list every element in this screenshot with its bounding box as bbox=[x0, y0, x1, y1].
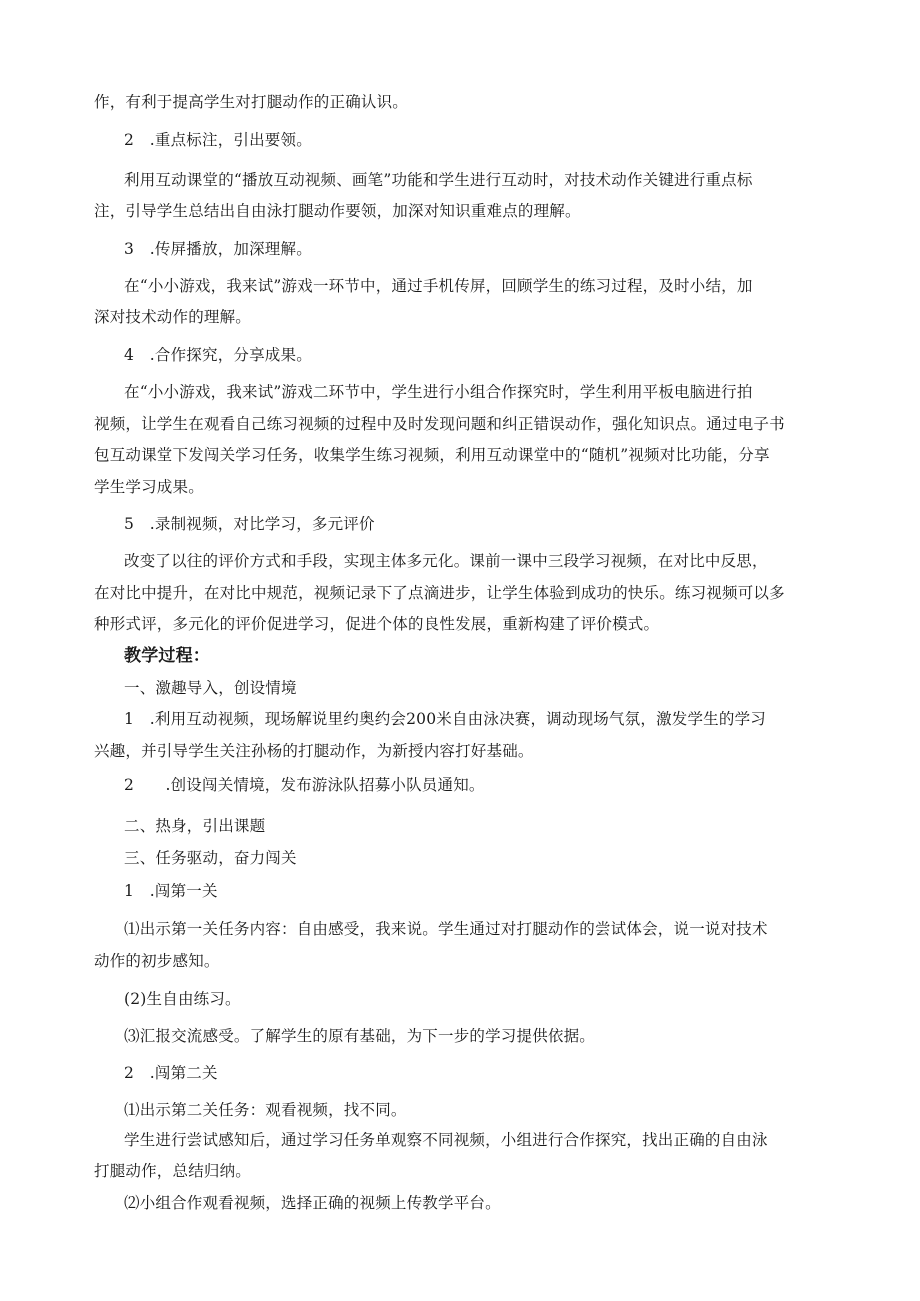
list-item-heading: 2 .重点标注，引出要领。 bbox=[124, 131, 312, 149]
paragraph-line: 改变了以往的评价方式和手段，实现主体多元化。课前一课中三段学习视频，在对比中反思， bbox=[124, 552, 768, 570]
paragraph-line: 打腿动作，总结归纳。 bbox=[94, 1162, 252, 1180]
paragraph-line: 兴趣，并引导学生关注孙杨的打腿动作，为新授内容打好基础。 bbox=[94, 742, 534, 760]
paragraph-line: 在“小小游戏，我来试”游戏一环节中，通过手机传屏，回顾学生的练习过程，及时小结，加 bbox=[124, 277, 753, 295]
list-item: (2)生自由练习。 bbox=[124, 990, 241, 1008]
paragraph-line: 在对比中提升，在对比中规范，视频记录下了点滴进步，让学生体验到成功的快乐。练习视频可以多 bbox=[94, 584, 785, 602]
paragraph-line: 视频，让学生在观看自己练习视频的过程中及时发现问题和纠正错误动作，强化知识点。通过电子书 bbox=[94, 415, 785, 433]
list-item: 2 .创设闯关情境，发布游泳队招募小队员通知。 bbox=[124, 776, 485, 794]
list-item-heading: 3 .传屏播放，加深理解。 bbox=[124, 240, 312, 258]
paragraph-line: 1 .利用互动视频，现场解说里约奥约会200米自由泳决赛，调动现场气氛，激发学生的学习 bbox=[124, 710, 766, 728]
list-item-heading: 2 .闯第二关 bbox=[124, 1064, 218, 1082]
paragraph-line: 作，有利于提高学生对打腿动作的正确认识。 bbox=[94, 93, 409, 111]
paragraph-line: 学生学习成果。 bbox=[94, 478, 204, 496]
paragraph-line: 在“小小游戏，我来试”游戏二环节中，学生进行小组合作探究时，学生利用平板电脑进行拍 bbox=[124, 383, 753, 401]
section-heading: 教学过程： bbox=[124, 646, 210, 666]
list-item-heading: 1 .闯第一关 bbox=[124, 882, 218, 900]
list-item-heading: 5 .录制视频，对比学习，多元评价 bbox=[124, 515, 375, 533]
paragraph-line: 包互动课堂下发闯关学习任务，收集学生练习视频，利用互动课堂中的“随机”视频对比功能，分享 bbox=[94, 446, 770, 464]
paragraph-line: 学生进行尝试感知后，通过学习任务单观察不同视频，小组进行合作探究，找出正确的自由泳 bbox=[124, 1131, 768, 1149]
subsection-heading: 二、热身，引出课题 bbox=[124, 817, 266, 835]
list-item: ⑶汇报交流感受。了解学生的原有基础，为下一步的学习提供依据。 bbox=[124, 1027, 596, 1045]
list-item: ⑵小组合作观看视频，选择正确的视频上传教学平台。 bbox=[124, 1194, 501, 1212]
subsection-heading: 一、激趣导入，创设情境 bbox=[124, 679, 297, 697]
paragraph-line: ⑴出示第一关任务内容：自由感受，我来说。学生通过对打腿动作的尝试体会，说一说对技术 bbox=[124, 920, 768, 938]
paragraph-line: 种形式评，多元化的评价促进学习，促进个体的良性发展，重新构建了评价模式。 bbox=[94, 615, 660, 633]
paragraph-line: 注，引导学生总结出自由泳打腿动作要领，加深对知识重难点的理解。 bbox=[94, 202, 581, 220]
paragraph-line: 深对技术动作的理解。 bbox=[94, 308, 252, 326]
paragraph-line: 利用互动课堂的“播放互动视频、画笔”功能和学生进行互动时，对技术动作关键进行重点标 bbox=[124, 171, 753, 189]
paragraph-line: 动作的初步感知。 bbox=[94, 952, 220, 970]
list-item: ⑴出示第二关任务：观看视频，找不同。 bbox=[124, 1101, 407, 1119]
list-item-heading: 4 .合作探究，分享成果。 bbox=[124, 346, 312, 364]
subsection-heading: 三、任务驱动，奋力闯关 bbox=[124, 849, 297, 867]
